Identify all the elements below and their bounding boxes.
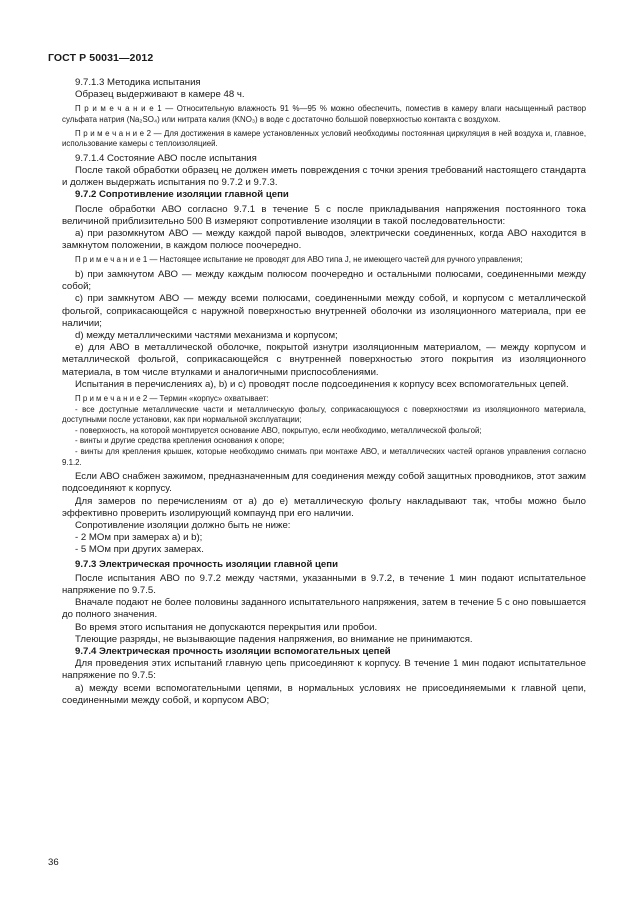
paragraph [62, 342, 586, 379]
paragraph-text: Для замеров по перечислениям от а) до е) металлическую фольгу накладывают так, чтобы можно было эффективно проверить изолирующий компаунд при его наличии. [62, 495, 586, 519]
paragraph [62, 330, 586, 342]
paragraph [62, 573, 586, 597]
paragraph [62, 379, 586, 391]
paragraph [62, 447, 586, 468]
paragraph-text: Вначале подают не более половины заданного испытательного напряжения, затем в течение 5 с оно повышается до полного значения. [62, 597, 586, 621]
note-label: П р и м е ч а н и е 2 [75, 128, 151, 138]
paragraph [62, 436, 586, 447]
paragraph [62, 532, 586, 544]
paragraph-text: 9.7.1.4 Состояние АВО после испытания [75, 152, 257, 164]
paragraph-text: - винты и другие средства крепления основания к опоре; [75, 436, 285, 446]
paragraph [62, 658, 586, 682]
paragraph-text: d) между металлическими частями механизма и корпусом; [75, 330, 338, 342]
note-paragraph [62, 394, 586, 405]
paragraph [62, 520, 586, 532]
paragraph-text: Испытания в перечислениях а), b) и с) проводят после подсоединения к корпусу всех вспомогательных цепей. [75, 378, 569, 390]
paragraph [62, 405, 586, 426]
paragraph [62, 269, 586, 293]
paragraph-text: - 5 МОм при других замерах. [75, 544, 204, 556]
paragraph-text: - поверхность, на которой монтируется основание АВО, покрытую, если необходимо, металлической фольгой; [75, 425, 482, 435]
section-heading [62, 189, 586, 201]
paragraph [62, 544, 586, 556]
note-label: П р и м е ч а н и е 2 [75, 394, 148, 404]
paragraph [62, 597, 586, 621]
paragraph [62, 426, 586, 437]
paragraph-text: а) между всеми вспомогательными цепями, в нормальных условиях не присоединяемыми к главной цепи, соединенными между собой, и корпусом АВО; [62, 682, 586, 706]
paragraph-text: с) при замкнутом АВО — между всеми полюсами, соединенными между собой, и корпусом с металлической фольгой, соприкасающейся с наружной поверхностью внутренней оболочки из изоляционного материала, при ее наличии; [62, 293, 586, 329]
paragraph-text: 9.7.2 Сопротивление изоляции главной цепи [75, 189, 289, 201]
paragraph-text: — Термин «корпус» охватывает: [147, 394, 269, 404]
paragraph-text: После испытания АВО по 9.7.2 между частями, указанными в 9.7.2, в течение 1 мин подают испытательное напряжение по 9.7.5. [62, 572, 586, 597]
paragraph [62, 293, 586, 330]
document-body [62, 77, 586, 707]
paragraph-text: Во время этого испытания не допускаются перекрытия или пробои. [75, 621, 378, 633]
paragraph [62, 634, 586, 646]
paragraph-text: - 2 МОм при замерах а) и b); [75, 532, 203, 544]
note-label: П р и м е ч а н и е 1 [75, 104, 162, 114]
paragraph [62, 496, 586, 520]
paragraph-text: е) для АВО в металлической оболочке, покрытой изнутри изоляционным материалом, — между корпусом и металлической фольгой, соприкасающейся с внутренней поверхностью этого покрытия из изоляционного материала, в том числе втулками и аналогичными приспособлениями. [62, 342, 586, 378]
paragraph-text: b) при замкнутом АВО — между каждым полюсом поочередно и остальными полюсами, соединенными между собой; [62, 269, 586, 293]
section-heading [62, 559, 586, 571]
paragraph-text: Сопротивление изоляции должно быть не ниже: [75, 520, 291, 531]
note-paragraph [62, 255, 586, 266]
paragraph [62, 622, 586, 634]
paragraph-text: — Для достижения в камере установленных условий необходимы постоянная циркуляция в ней воздуха и, главное, использование камеры с теплоизоляцией. [62, 128, 587, 149]
paragraph-text: После обработки АВО согласно 9.7.1 в течение 5 с после прикладывания напряжения постоянного тока величиной приблизительно 500 В измеряют сопротивление изоляции в такой последовательности: [62, 203, 586, 227]
paragraph [62, 471, 586, 495]
paragraph [62, 153, 586, 165]
paragraph-text: — Относительную влажность 91 %—95 % можно обеспечить, поместив в камеру влаги насыщенный раствор сульфата натрия (Na₂SO₄) или нитрата калия (KNO₃) в воде с достаточно большой поверхностью контакта с воздухом. [62, 104, 586, 124]
paragraph-text: Если АВО снабжен зажимом, предназначенным для соединения между собой защитных проводников, этот зажим подсоединяют к корпусу. [62, 471, 586, 495]
page-header-standard-title: ГОСТ Р 50031—2012 [48, 52, 154, 64]
note-label: П р и м е ч а н и е 1 [75, 255, 148, 265]
paragraph [62, 204, 586, 228]
paragraph [62, 228, 586, 252]
paragraph-text: После такой обработки образец не должен иметь повреждения с точки зрения требований настоящего стандарта и должен выдержать испытания по 9.7.2 и 9.7.3. [62, 164, 586, 189]
paragraph-text: Тлеющие разряды, не вызывающие падения напряжения, во внимание не принимаются. [75, 633, 473, 645]
paragraph-text: - винты для крепления крышек, которые необходимо снимать при монтаже АВО, и металлических частей органов управления согласно 9.1.2. [62, 447, 586, 467]
note-paragraph [62, 104, 586, 125]
paragraph [62, 165, 586, 189]
paragraph-text: — Настоящее испытание не проводят для АВО типа J, не имеющего частей для ручного управления; [147, 255, 523, 265]
section-heading [62, 646, 586, 658]
paragraph [62, 89, 586, 101]
paragraph-text: Образец выдерживают в камере 48 ч. [75, 89, 245, 101]
note-paragraph [62, 129, 586, 150]
paragraph-text: 9.7.4 Электрическая прочность изоляции вспомогательных цепей [75, 646, 391, 658]
paragraph-text: 9.7.1.3 Методика испытания [75, 77, 201, 88]
page-number: 36 [48, 857, 59, 868]
paragraph-text: - все доступные металлические части и металлическую фольгу, соприкасающуюся с поверхностями из изоляционного материала, доступными после установки, как при нормальной эксплуатации; [62, 404, 586, 425]
paragraph-text: 9.7.3 Электрическая прочность изоляции главной цепи [75, 558, 338, 570]
paragraph [62, 683, 586, 707]
paragraph-text: а) при разомкнутом АВО — между каждой парой выводов, электрически соединенных, когда АВО находится в замкнутом положении, в каждом полюсе поочередно. [62, 228, 586, 252]
paragraph-text: Для проведения этих испытаний главную цепь присоединяют к корпусу. В течение 1 мин подают испытательное напряжение по 9.7.5: [62, 658, 586, 682]
paragraph [62, 77, 586, 89]
